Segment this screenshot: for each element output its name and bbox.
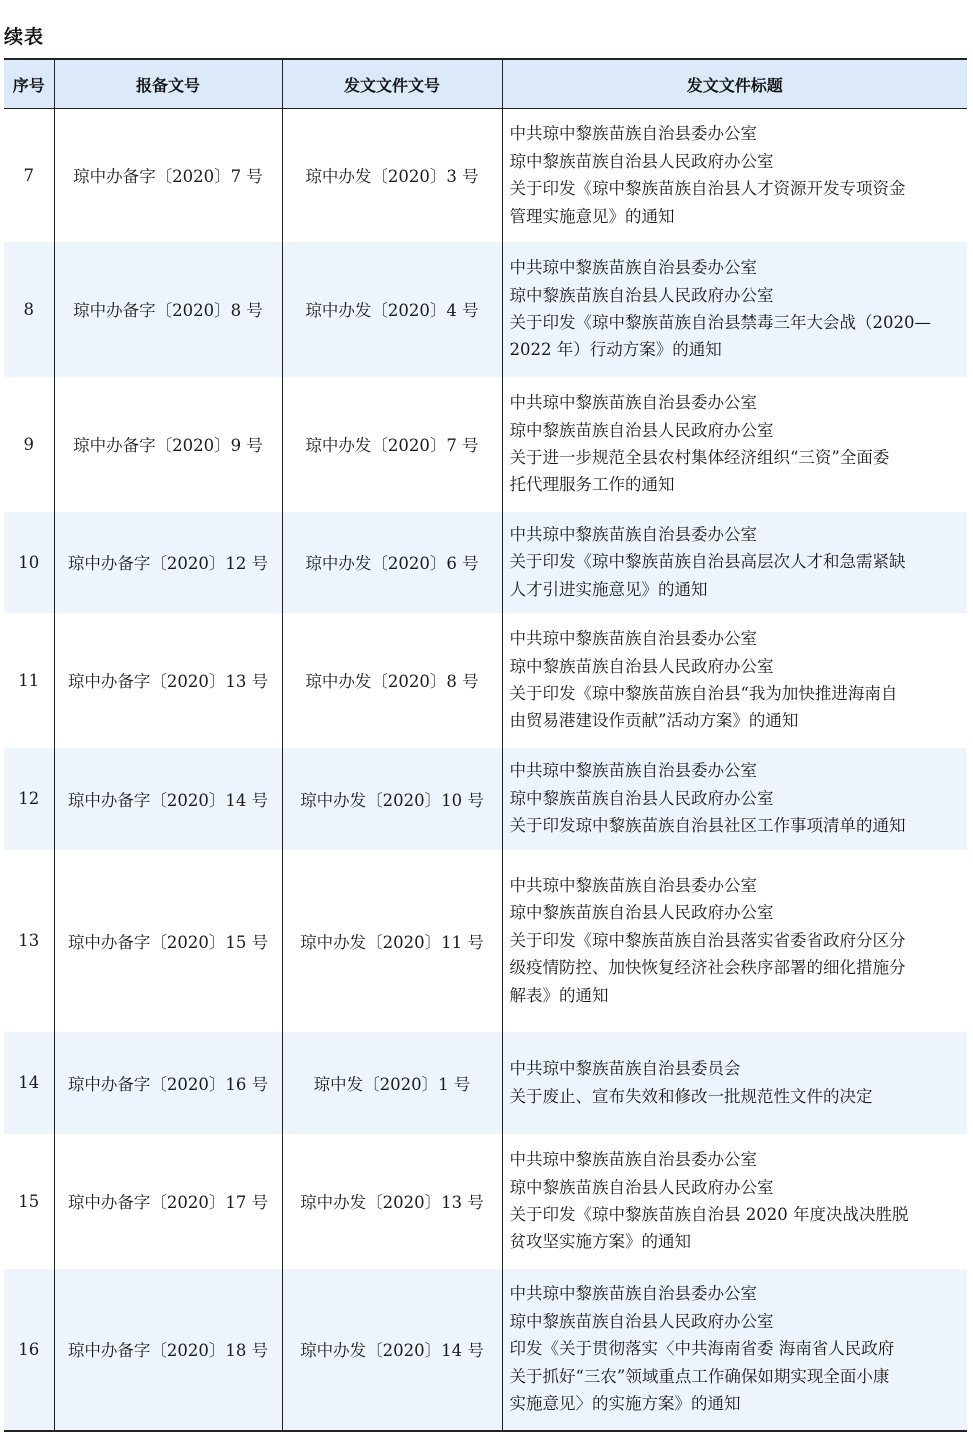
- title-line: 关于印发《琼中黎族苗族自治县人才资源开发专项资金: [509, 179, 906, 199]
- title-line: 中共琼中黎族苗族自治县委办公室: [509, 524, 757, 544]
- cell-filing-no: 琼中办备字〔2020〕8 号: [54, 242, 282, 377]
- title-line: 托代理服务工作的通知: [509, 475, 675, 495]
- cell-seq: 8: [4, 242, 54, 377]
- table-row: [4, 377, 967, 512]
- cell-doc-title: [502, 377, 967, 512]
- cell-filing-no: 琼中办备字〔2020〕9 号: [54, 377, 282, 512]
- header-doc-no: 发文文件文号: [282, 59, 502, 109]
- title-line: 中共琼中黎族苗族自治县委办公室: [509, 258, 757, 278]
- cell-seq: 12: [4, 748, 54, 850]
- title-line: 琼中黎族苗族自治县人民政府办公室: [509, 788, 774, 808]
- title-line: 关于印发《琼中黎族苗族自治县落实省委省政府分区分: [509, 930, 906, 950]
- table-row: [4, 1134, 967, 1269]
- cell-doc-title: [502, 748, 967, 850]
- cell-doc-no: 琼中办发〔2020〕11 号: [282, 850, 502, 1032]
- title-line: 琼中黎族苗族自治县人民政府办公室: [509, 1311, 774, 1331]
- title-line: 实施意见〉的实施方案》的通知: [509, 1394, 741, 1414]
- cell-doc-title: [502, 850, 967, 1032]
- cell-doc-title: [502, 1134, 967, 1269]
- title-line: 由贸易港建设作贡献”活动方案》的通知: [509, 711, 799, 731]
- cell-filing-no: 琼中办备字〔2020〕15 号: [54, 850, 282, 1032]
- title-line: 中共琼中黎族苗族自治县委办公室: [509, 1284, 757, 1304]
- cell-filing-no: 琼中办备字〔2020〕18 号: [54, 1269, 282, 1431]
- cell-doc-no: 琼中办发〔2020〕4 号: [282, 242, 502, 377]
- title-line: 中共琼中黎族苗族自治县委办公室: [509, 1150, 757, 1170]
- title-line: 琼中黎族苗族自治县人民政府办公室: [509, 656, 774, 676]
- title-line: 琼中黎族苗族自治县人民政府办公室: [509, 1177, 774, 1197]
- cell-doc-no: 琼中办发〔2020〕14 号: [282, 1269, 502, 1431]
- cell-doc-no: 琼中办发〔2020〕8 号: [282, 613, 502, 748]
- title-line: 关于印发琼中黎族苗族自治县社区工作事项清单的通知: [509, 816, 906, 836]
- title-line: 级疫情防控、加快恢复经济社会秩序部署的细化措施分: [509, 958, 906, 978]
- title-line: 中共琼中黎族苗族自治县委办公室: [509, 393, 757, 413]
- title-line: 中共琼中黎族苗族自治县委办公室: [509, 761, 757, 781]
- title-line: 管理实施意见》的通知: [509, 206, 675, 226]
- table-row: [4, 1269, 967, 1431]
- title-line: 中共琼中黎族苗族自治县委员会: [509, 1059, 741, 1079]
- cell-filing-no: 琼中办备字〔2020〕16 号: [54, 1032, 282, 1134]
- cell-doc-title: [502, 512, 967, 613]
- cell-doc-no: 琼中办发〔2020〕13 号: [282, 1134, 502, 1269]
- cell-seq: 7: [23, 165, 34, 185]
- title-line: 中共琼中黎族苗族自治县委办公室: [509, 629, 757, 649]
- table-row: [4, 109, 967, 242]
- title-line: 贫攻坚实施方案》的通知: [509, 1232, 691, 1252]
- cell-doc-title: [502, 1032, 967, 1134]
- cell-filing-no: 琼中办备字〔2020〕13 号: [54, 613, 282, 748]
- cell-doc-no: 琼中办发〔2020〕7 号: [282, 377, 502, 512]
- title-line: 中共琼中黎族苗族自治县委办公室: [509, 875, 757, 895]
- header-row: [4, 59, 967, 109]
- title-line: 关于抓好“三农”领域重点工作确保如期实现全面小康: [509, 1366, 890, 1386]
- header-seq: 序号: [4, 59, 54, 109]
- title-line: 中共琼中黎族苗族自治县委办公室: [509, 124, 757, 144]
- title-line: 琼中黎族苗族自治县人民政府办公室: [509, 285, 774, 305]
- cell-doc-title: [502, 242, 967, 377]
- title-line: 琼中黎族苗族自治县人民政府办公室: [509, 903, 774, 923]
- cell-doc-title: [502, 1269, 967, 1431]
- title-line: 琼中黎族苗族自治县人民政府办公室: [509, 151, 774, 171]
- document-table: [4, 58, 967, 1432]
- cell-seq: 11: [18, 670, 40, 690]
- cell-filing-no: 琼中办备字〔2020〕17 号: [54, 1134, 282, 1269]
- table-body: [4, 109, 967, 1431]
- table-caption: 续表: [4, 26, 45, 48]
- title-line: 关于印发《琼中黎族苗族自治县禁毒三年大会战（2020—: [509, 313, 931, 332]
- title-line: 关于印发《琼中黎族苗族自治县“我为加快推进海南自: [509, 684, 898, 703]
- cell-doc-no: 琼中发〔2020〕1 号: [282, 1032, 502, 1134]
- cell-seq: 9: [23, 434, 34, 454]
- cell-doc-title: [502, 613, 967, 748]
- cell-seq: 10: [4, 512, 54, 613]
- cell-filing-no: 琼中办备字〔2020〕14 号: [54, 748, 282, 850]
- cell-seq: 15: [18, 1191, 40, 1211]
- title-line: 印发《关于贯彻落实〈中共海南省委 海南省人民政府: [509, 1339, 895, 1359]
- header-filing-no: 报备文号: [54, 59, 282, 109]
- table-row: [4, 242, 967, 377]
- title-line: 关于印发《琼中黎族苗族自治县高层次人才和急需紧缺: [509, 552, 906, 572]
- cell-filing-no: 琼中办备字〔2020〕7 号: [54, 109, 282, 242]
- table-row: [4, 512, 967, 613]
- cell-doc-title: [502, 109, 967, 242]
- table-row: [4, 613, 967, 748]
- table-row: [4, 748, 967, 850]
- cell-doc-no: 琼中办发〔2020〕3 号: [282, 109, 502, 242]
- title-line: 琼中黎族苗族自治县人民政府办公室: [509, 420, 774, 440]
- cell-seq: 16: [4, 1269, 54, 1431]
- cell-filing-no: 琼中办备字〔2020〕12 号: [54, 512, 282, 613]
- cell-doc-no: 琼中办发〔2020〕6 号: [282, 512, 502, 613]
- table-row: [4, 850, 967, 1032]
- title-line: 关于进一步规范全县农村集体经济组织“三资”全面委: [509, 448, 890, 467]
- cell-seq: 13: [18, 931, 40, 950]
- cell-doc-no: 琼中办发〔2020〕10 号: [282, 748, 502, 850]
- cell-seq: 14: [4, 1032, 54, 1134]
- title-line: 2022 年）行动方案》的通知: [509, 340, 722, 360]
- table-row: [4, 1032, 967, 1134]
- title-line: 关于印发《琼中黎族苗族自治县 2020 年度决战决胜脱: [509, 1205, 909, 1224]
- title-line: 解表》的通知: [509, 985, 609, 1005]
- table-header: [4, 59, 967, 109]
- title-line: 关于废止、宣布失效和修改一批规范性文件的决定: [509, 1086, 873, 1106]
- title-line: 人才引进实施意见》的通知: [509, 579, 708, 599]
- header-doc-title: 发文文件标题: [502, 59, 967, 109]
